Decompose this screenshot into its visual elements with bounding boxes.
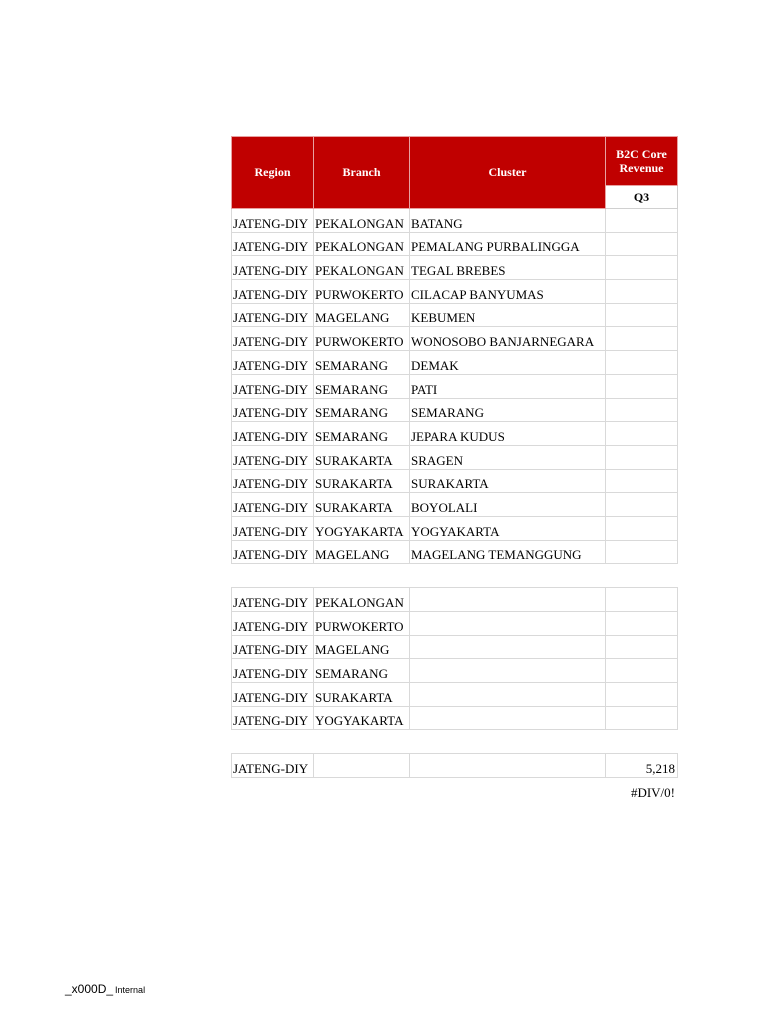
table-row <box>232 469 678 493</box>
table-row <box>232 374 678 398</box>
cluster-table <box>231 136 678 564</box>
cell-region[interactable]: JATENG-DIY <box>232 612 314 636</box>
cell-cluster[interactable]: YOGYAKARTA <box>410 516 606 540</box>
cell-q3[interactable] <box>606 445 678 469</box>
table-row <box>232 327 678 351</box>
cell-cluster[interactable]: CILACAP BANYUMAS <box>410 280 606 304</box>
cell-region[interactable]: JATENG-DIY <box>232 303 314 327</box>
cell-branch[interactable] <box>314 754 410 778</box>
table-row <box>232 754 678 778</box>
spreadsheet <box>231 136 677 778</box>
footer-label <box>65 982 145 996</box>
table-row <box>232 683 678 707</box>
table-row <box>232 493 678 517</box>
cell-region[interactable]: JATENG-DIY <box>232 232 314 256</box>
cell-q3-total[interactable]: 5,218 <box>606 754 678 778</box>
header-cluster[interactable]: Cluster <box>410 137 606 209</box>
branch-table <box>231 587 678 730</box>
row-gap <box>231 564 677 587</box>
footer-classification: Internal <box>115 985 146 995</box>
cell-cluster[interactable] <box>410 635 606 659</box>
table-row <box>232 659 678 683</box>
cell-cluster[interactable]: BOYOLALI <box>410 493 606 517</box>
cell-cluster[interactable]: PATI <box>410 374 606 398</box>
cell-branch[interactable]: PURWOKERTO <box>314 280 410 304</box>
cell-region[interactable]: JATENG-DIY <box>232 398 314 422</box>
cell-q3[interactable] <box>606 588 678 612</box>
table-row <box>232 516 678 540</box>
cell-q3[interactable] <box>606 374 678 398</box>
cell-cluster[interactable]: MAGELANG TEMANGGUNG <box>410 540 606 564</box>
cell-branch[interactable]: PURWOKERTO <box>314 612 410 636</box>
header-region[interactable]: Region <box>232 137 314 209</box>
cell-branch[interactable]: SURAKARTA <box>314 469 410 493</box>
cell-cluster[interactable] <box>410 683 606 707</box>
cell-q3[interactable] <box>606 422 678 446</box>
cell-q3[interactable] <box>606 706 678 730</box>
cell-branch[interactable]: SEMARANG <box>314 422 410 446</box>
row-gap <box>231 730 677 753</box>
cell-region[interactable]: JATENG-DIY <box>232 635 314 659</box>
table-row <box>232 540 678 564</box>
table-row <box>232 209 678 233</box>
cell-region[interactable]: JATENG-DIY <box>232 659 314 683</box>
table-row <box>232 303 678 327</box>
footer-code: _x000D_ <box>65 982 114 996</box>
cell-region[interactable]: JATENG-DIY <box>232 256 314 280</box>
cell-cluster[interactable] <box>410 754 606 778</box>
cell-region[interactable]: JATENG-DIY <box>232 683 314 707</box>
cell-region[interactable]: JATENG-DIY <box>232 754 314 778</box>
cell-q3[interactable] <box>606 256 678 280</box>
header-q3[interactable]: Q3 <box>606 186 678 209</box>
cell-region[interactable]: JATENG-DIY <box>232 327 314 351</box>
cell-region[interactable]: JATENG-DIY <box>232 445 314 469</box>
cell-branch[interactable]: SEMARANG <box>314 398 410 422</box>
table-row <box>232 445 678 469</box>
cell-q3[interactable] <box>606 659 678 683</box>
cell-cluster[interactable]: BATANG <box>410 209 606 233</box>
cell-cluster[interactable]: DEMAK <box>410 351 606 375</box>
cell-q3[interactable] <box>606 612 678 636</box>
cell-cluster[interactable]: PEMALANG PURBALINGGA <box>410 232 606 256</box>
cell-branch[interactable]: SEMARANG <box>314 374 410 398</box>
cell-branch[interactable]: SURAKARTA <box>314 445 410 469</box>
cell-region[interactable]: JATENG-DIY <box>232 493 314 517</box>
header-branch[interactable]: Branch <box>314 137 410 209</box>
table-row <box>232 422 678 446</box>
cell-branch[interactable]: SURAKARTA <box>314 493 410 517</box>
cell-branch[interactable]: MAGELANG <box>314 540 410 564</box>
cell-region[interactable]: JATENG-DIY <box>232 280 314 304</box>
cell-q3[interactable] <box>606 683 678 707</box>
cell-cluster[interactable] <box>410 588 606 612</box>
cell-branch[interactable]: PEKALONGAN <box>314 209 410 233</box>
cell-cluster[interactable] <box>410 706 606 730</box>
cell-branch[interactable]: MAGELANG <box>314 635 410 659</box>
cell-cluster[interactable]: SURAKARTA <box>410 469 606 493</box>
cell-branch[interactable]: PEKALONGAN <box>314 256 410 280</box>
table-row <box>232 706 678 730</box>
cell-q3[interactable] <box>606 280 678 304</box>
cell-branch[interactable]: PEKALONGAN <box>314 588 410 612</box>
cell-cluster[interactable]: TEGAL BREBES <box>410 256 606 280</box>
cell-cluster[interactable] <box>410 612 606 636</box>
cell-region[interactable]: JATENG-DIY <box>232 374 314 398</box>
table-row <box>232 635 678 659</box>
table-row <box>232 232 678 256</box>
cell-branch[interactable]: PURWOKERTO <box>314 327 410 351</box>
cell-branch[interactable]: MAGELANG <box>314 303 410 327</box>
table-row <box>232 256 678 280</box>
cell-cluster[interactable]: JEPARA KUDUS <box>410 422 606 446</box>
cell-branch[interactable]: PEKALONGAN <box>314 232 410 256</box>
cell-region[interactable]: JATENG-DIY <box>232 706 314 730</box>
table-row <box>232 351 678 375</box>
cell-q3[interactable] <box>606 469 678 493</box>
cell-region[interactable]: JATENG-DIY <box>232 588 314 612</box>
cell-q3[interactable] <box>606 303 678 327</box>
header-b2c-line2: Revenue <box>619 161 664 175</box>
cell-q3[interactable] <box>606 327 678 351</box>
cell-branch[interactable]: YOGYAKARTA <box>314 706 410 730</box>
cell-q3[interactable] <box>606 540 678 564</box>
cell-q3[interactable] <box>606 351 678 375</box>
cell-region[interactable]: JATENG-DIY <box>232 351 314 375</box>
cell-cluster[interactable]: KEBUMEN <box>410 303 606 327</box>
error-cell[interactable]: #DIV/0! <box>630 785 675 800</box>
cell-branch[interactable]: SURAKARTA <box>314 683 410 707</box>
cell-branch[interactable]: SEMARANG <box>314 659 410 683</box>
cell-q3[interactable] <box>606 209 678 233</box>
cell-region[interactable]: JATENG-DIY <box>232 469 314 493</box>
table-row <box>232 280 678 304</box>
cell-q3[interactable] <box>606 635 678 659</box>
cell-q3[interactable] <box>606 232 678 256</box>
cell-region[interactable]: JATENG-DIY <box>232 540 314 564</box>
table-row <box>232 398 678 422</box>
cell-region[interactable]: JATENG-DIY <box>232 516 314 540</box>
cell-region[interactable]: JATENG-DIY <box>232 209 314 233</box>
table-row <box>232 612 678 636</box>
header-b2c-line1: B2C Core <box>616 147 667 161</box>
cell-cluster[interactable] <box>410 659 606 683</box>
cell-cluster[interactable]: WONOSOBO BANJARNEGARA <box>410 327 606 351</box>
cell-q3[interactable] <box>606 516 678 540</box>
table-row <box>232 588 678 612</box>
cell-branch[interactable]: SEMARANG <box>314 351 410 375</box>
cell-region[interactable]: JATENG-DIY <box>232 422 314 446</box>
cell-cluster[interactable]: SEMARANG <box>410 398 606 422</box>
cell-cluster[interactable]: SRAGEN <box>410 445 606 469</box>
header-b2c-core-revenue[interactable] <box>606 137 678 186</box>
cell-q3[interactable] <box>606 493 678 517</box>
cell-branch[interactable]: YOGYAKARTA <box>314 516 410 540</box>
region-table <box>231 753 678 778</box>
cell-q3[interactable] <box>606 398 678 422</box>
